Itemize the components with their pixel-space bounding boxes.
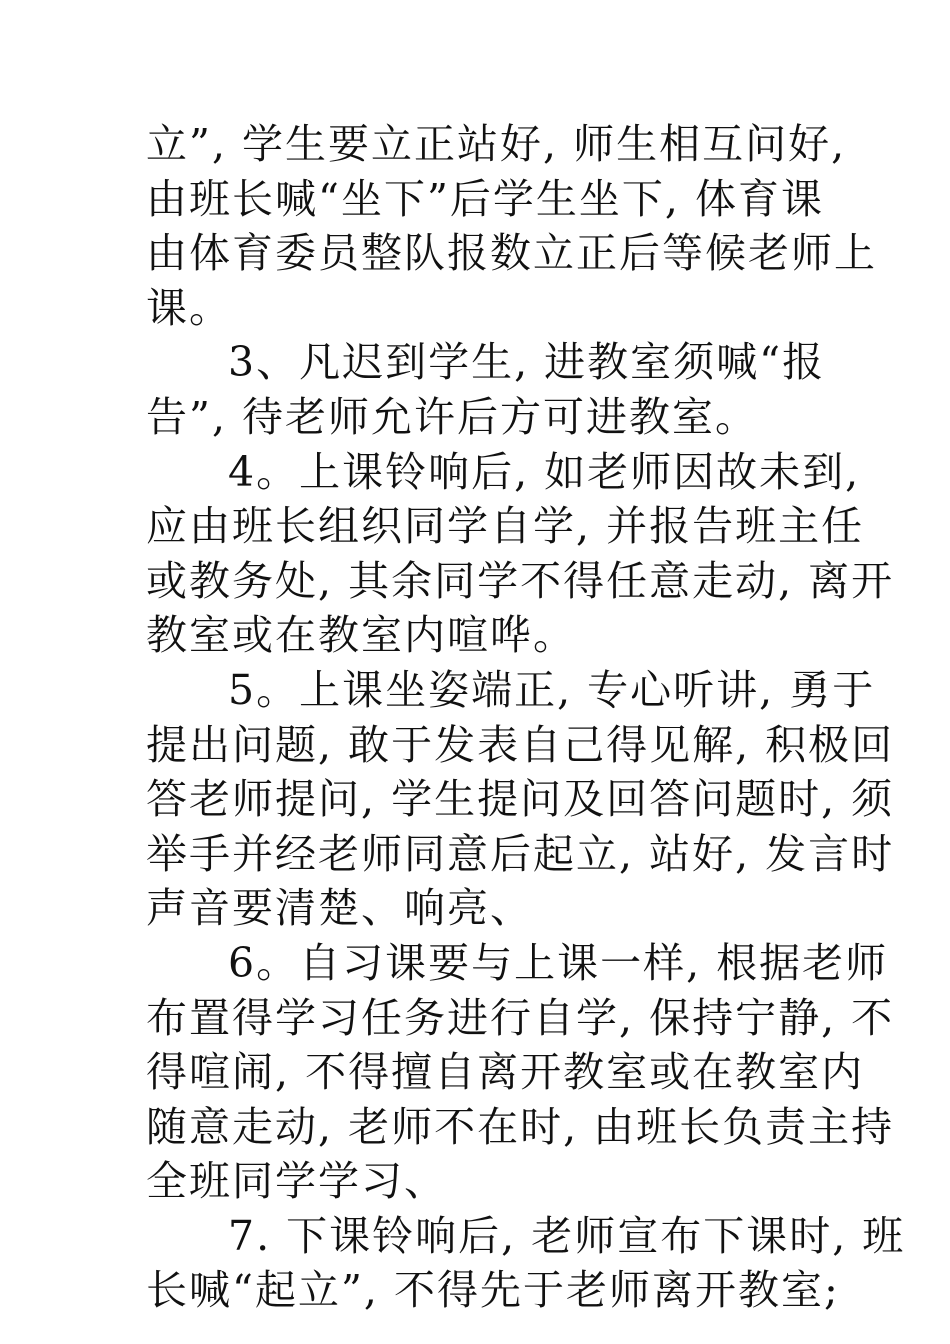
document-body xyxy=(146,117,906,1318)
text-line: 5。上课坐姿端正, 专心听讲, 勇于 xyxy=(228,665,876,714)
paragraph-item-7 xyxy=(146,1209,906,1318)
paragraph-item-6 xyxy=(146,936,895,1209)
text-line: 提出问题, 敢于发表自己得见解, 积极回 xyxy=(146,720,895,769)
text-line: 4。上课铃响后, 如老师因故未到, xyxy=(228,447,861,496)
paragraph-item-5 xyxy=(146,663,895,936)
text-line: 由班长喊“坐下”后学生坐下, 体育课 xyxy=(146,174,824,223)
paragraph-item-4 xyxy=(146,445,895,663)
text-line: 6。自习课要与上课一样, 根据老师 xyxy=(228,938,889,987)
text-line: 举手并经老师同意后起立, 站好, 发言时 xyxy=(146,829,895,878)
text-line: 教室或在教室内喧哗。 xyxy=(146,611,576,660)
text-line: 得喧闹, 不得擅自离开教室或在教室内 xyxy=(146,1048,865,1097)
text-line: 应由班长组织同学自学, 并报告班主任 xyxy=(146,502,865,551)
text-line: 或教务处, 其余同学不得任意走动, 离开 xyxy=(146,556,895,605)
text-line: 课。 xyxy=(146,283,232,332)
text-line: 3、凡迟到学生, 进教室须喊“报 xyxy=(228,338,826,387)
text-line: 由体育委员整队报数立正后等候老师上 xyxy=(146,229,877,278)
paragraph-item-3 xyxy=(146,335,826,444)
text-line: 立”, 学生要立正站好, 师生相互问好, xyxy=(146,120,847,168)
text-line: 长喊“起立”, 不得先于老师离开教室; xyxy=(146,1266,840,1315)
text-line: 答老师提问, 学生提问及回答问题时, 须 xyxy=(146,775,895,824)
text-line: 布置得学习任务进行自学, 保持宁静, 不 xyxy=(146,993,895,1042)
text-line: 声音要清楚、响亮、 xyxy=(146,884,533,933)
text-line: 告”, 待老师允许后方可进教室。 xyxy=(146,392,759,441)
text-line: 7. 下课铃响后, 老师宣布下课时, 班 xyxy=(228,1211,906,1260)
text-line: 随意走动, 老师不在时, 由班长负责主持 xyxy=(146,1102,895,1151)
text-line: 全班同学学习、 xyxy=(146,1157,447,1206)
paragraph-1 xyxy=(146,117,877,335)
